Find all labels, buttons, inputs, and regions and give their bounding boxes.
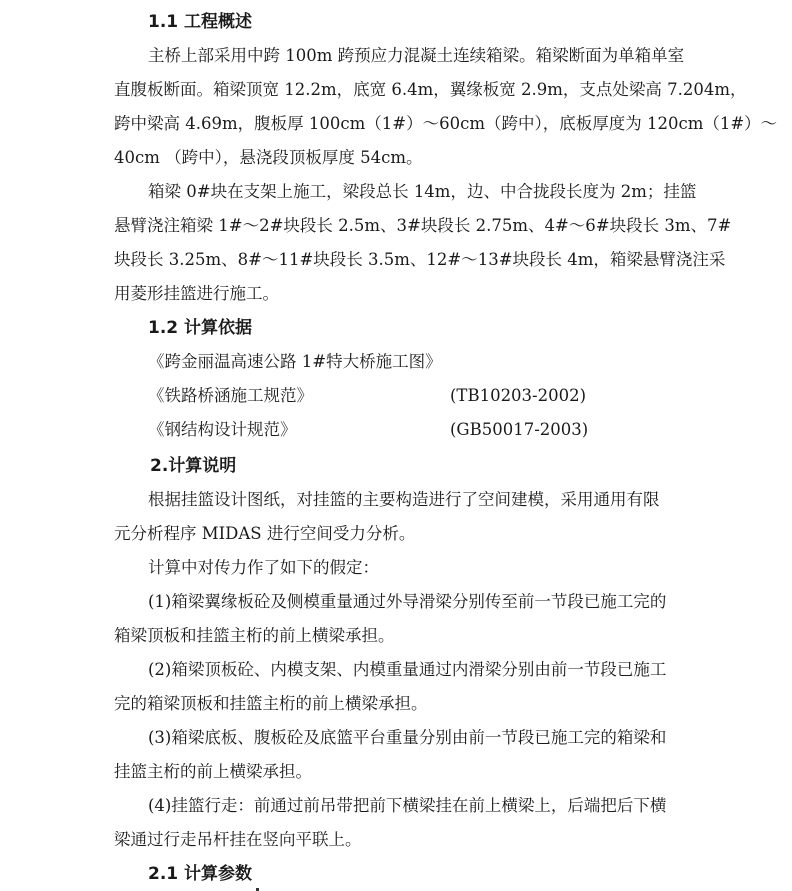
assumption-item-line: (1)箱梁翼缘板砼及侧模重量通过外导滑梁分别传至前一节段已施工完的 — [148, 592, 667, 611]
para-1-1-line: 悬臂浇注箱梁 1#～2#块段长 2.5m、3#块段长 2.75m、4#～6#块段长 3m、7# — [114, 216, 732, 235]
para-1-1-line: 直腹板断面。箱梁顶宽 12.2m，底宽 6.4m，翼缘板宽 2.9m，支点处梁高 7.204m， — [114, 80, 747, 99]
reference-code: (GB50017-2003) — [450, 420, 589, 439]
assumption-item-line: 完的箱梁顶板和挂篮主桁的前上横梁承担。 — [114, 694, 428, 713]
heading-1-2: 1.2 计算依据 — [148, 318, 253, 338]
para-2-line: 计算中对传力作了如下的假定： — [148, 558, 379, 577]
reference-code: (TB10203-2002) — [450, 386, 587, 405]
reference-title: 《铁路桥涵施工规范》 — [148, 386, 313, 405]
heading-1-1: 1.1 工程概述 — [148, 12, 253, 32]
heading-2: 2.计算说明 — [150, 456, 237, 476]
para-1-1-line: 用菱形挂篮进行施工。 — [114, 284, 279, 303]
para-1-1-line: 主桥上部采用中跨 100m 跨预应力混凝土连续箱梁。箱梁断面为单箱单室 — [148, 46, 685, 65]
assumption-item-line: (4)挂篮行走：前通过前吊带把前下横梁挂在前上横梁上，后端把后下横 — [148, 796, 667, 815]
para-1-1-line: 40cm （跨中），悬浇段顶板厚度 54cm。 — [114, 148, 423, 167]
para-1-1-line: 跨中梁高 4.69m，腹板厚 100cm（1#）～60cm（跨中），底板厚度为 120cm（1#）～ — [114, 114, 778, 133]
assumption-item-line: 梁通过行走吊杆挂在竖向平联上。 — [114, 830, 362, 849]
para-2-line: 根据挂篮设计图纸，对挂篮的主要构造进行了空间建模，采用通用有限 — [148, 490, 660, 509]
reference-title: 《跨金丽温高速公路 1#特大桥施工图》 — [148, 352, 442, 371]
reference-item — [148, 413, 792, 447]
para-2-line: 元分析程序 MIDAS 进行空间受力分析。 — [114, 524, 416, 543]
reference-title: 《钢结构设计规范》 — [148, 420, 297, 439]
assumption-item-line: (3)箱梁底板、腹板砼及底篮平台重量分别由前一节段已施工完的箱梁和 — [148, 728, 667, 747]
para-1-1-line: 块段长 3.25m、8#～11#块段长 3.5m、12#～13#块段长 4m，箱梁悬臂浇注采 — [114, 250, 726, 269]
heading-2-1 — [148, 857, 792, 891]
reference-item — [148, 345, 792, 379]
para-1-1-line: 箱梁 0#块在支架上施工，梁段总长 14m，边、中合拢段长度为 2m；挂篮 — [148, 182, 697, 201]
assumption-item-line: 箱梁顶板和挂篮主桁的前上横梁承担。 — [114, 626, 395, 645]
heading-2-1-text: 2.1 计算参数 — [148, 864, 253, 884]
reference-item — [148, 379, 792, 413]
assumption-item-line: (2)箱梁顶板砼、内模支架、内模重量通过内滑梁分别由前一节段已施工 — [148, 660, 667, 679]
assumption-item-line: 挂篮主桁的前上横梁承担。 — [114, 762, 312, 781]
